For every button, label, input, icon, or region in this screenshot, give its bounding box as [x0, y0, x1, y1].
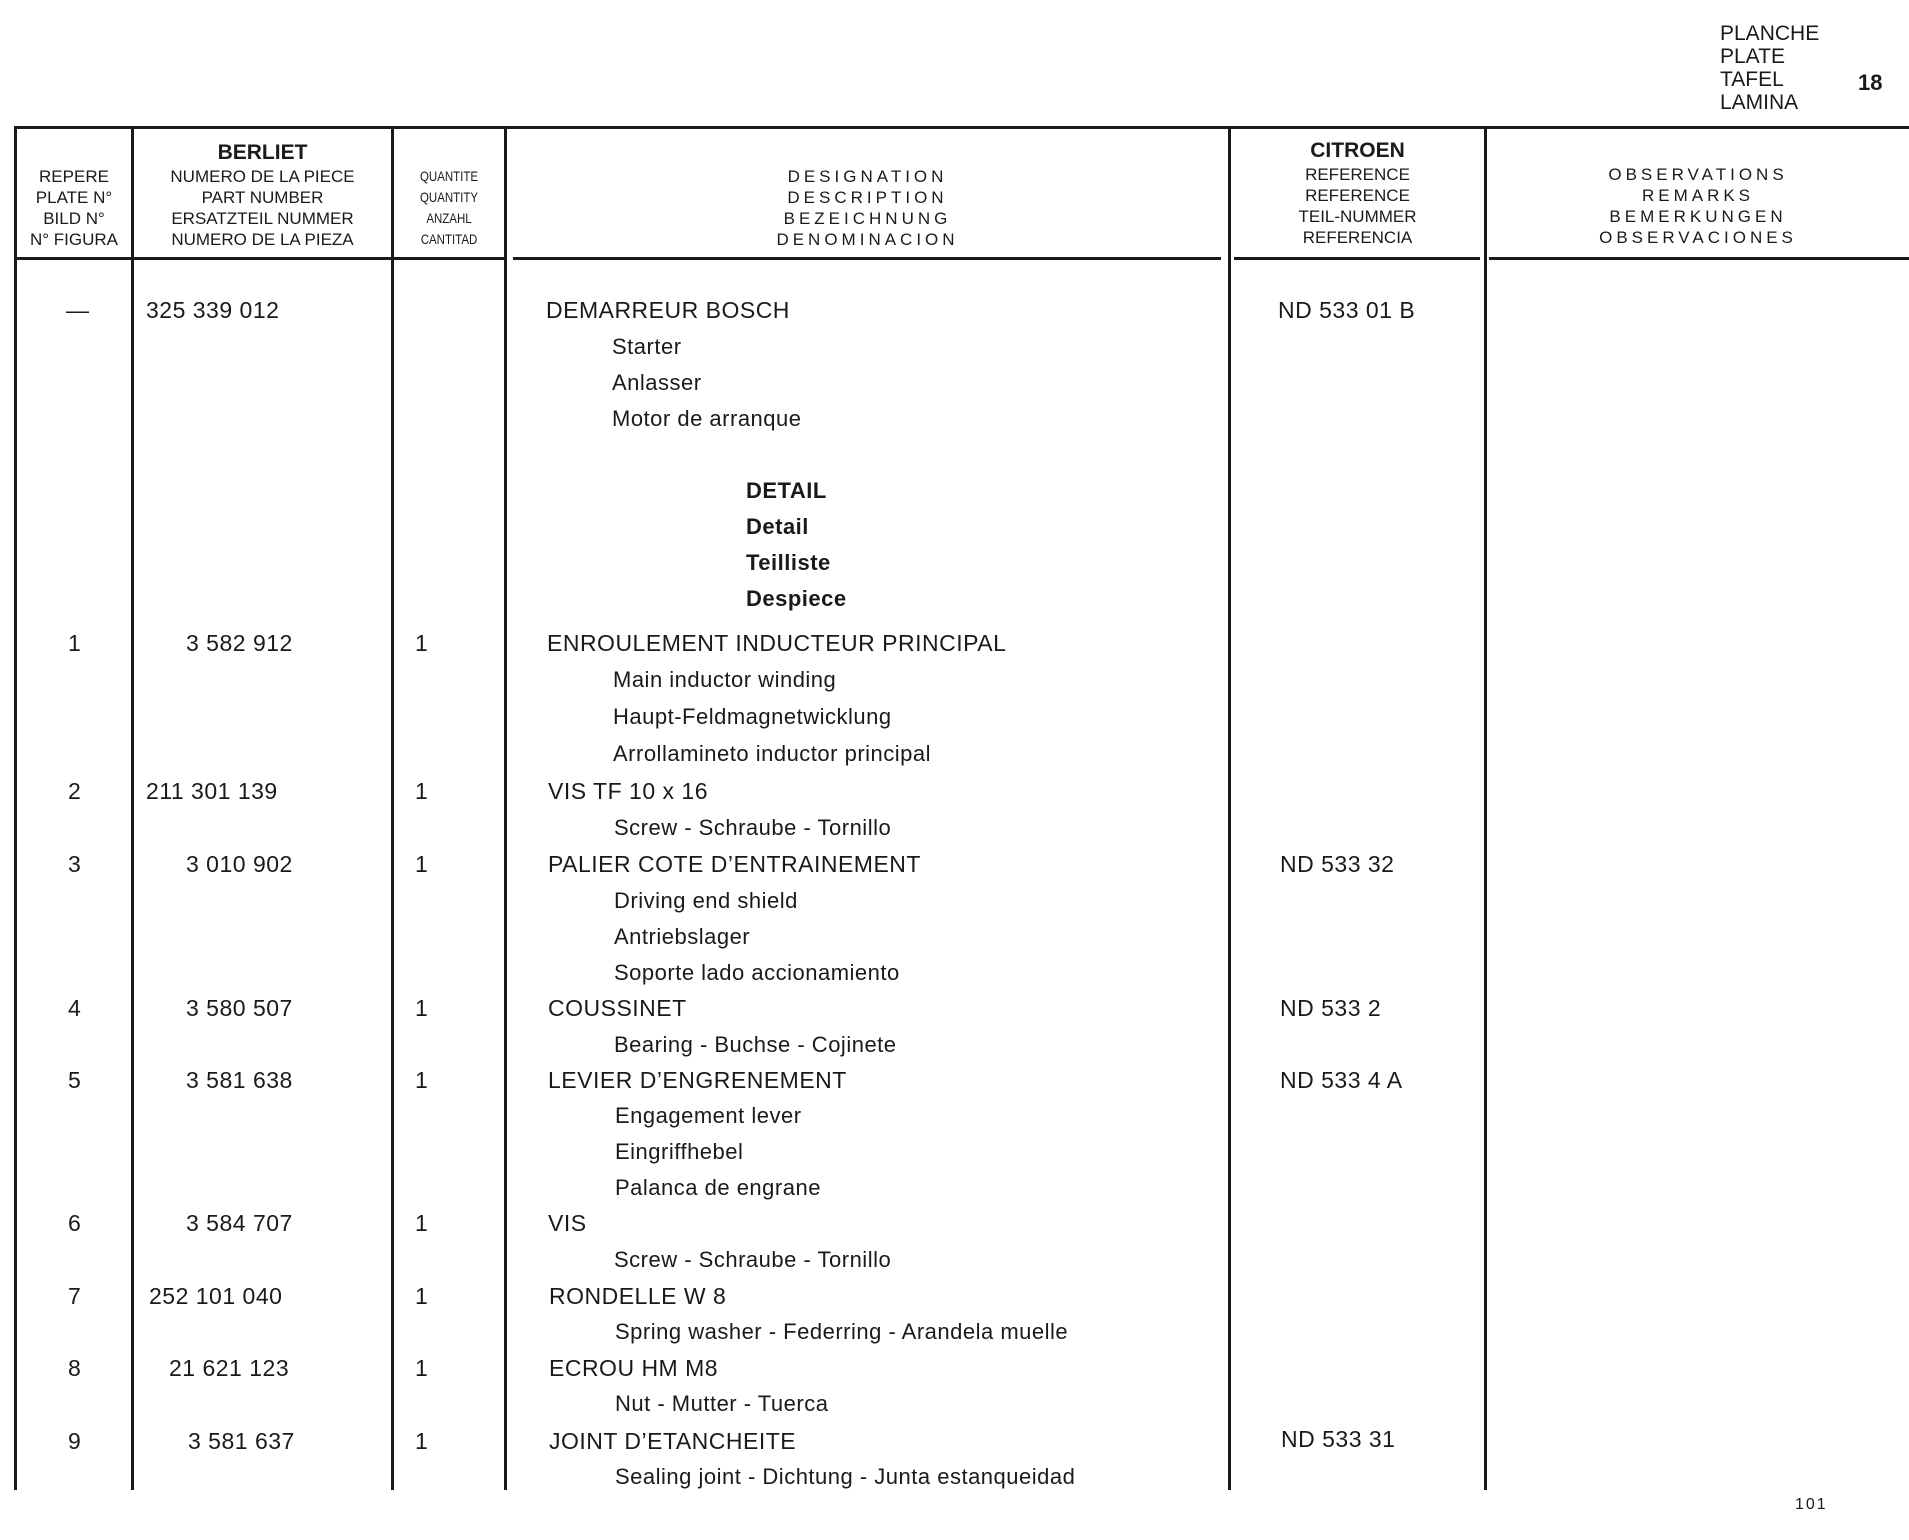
row-translation: Sealing joint - Dichtung - Junta estanqueidad [615, 1464, 1076, 1489]
header-berliet [134, 140, 391, 250]
row-repere: 2 [68, 778, 82, 804]
header-quantity-es: CANTITAD [420, 231, 478, 247]
row-translation: Antriebslager [614, 924, 751, 949]
row-designation: JOINT D’ETANCHEITE [549, 1428, 797, 1454]
header-designation-de: BEZEICHNUNG [783, 209, 952, 228]
row-citroen-ref: ND 533 01 B [1278, 297, 1416, 323]
header-berliet-es: NUMERO DE LA PIEZA [171, 230, 354, 249]
header-observations-en: REMARKS [1641, 186, 1755, 205]
table-top-rule [14, 126, 1909, 129]
berliet-brand: BERLIET [217, 141, 308, 164]
header-underline-citroen [1234, 257, 1480, 260]
row-part-number: 21 621 123 [169, 1355, 290, 1381]
header-citroen-es: REFERENCIA [1302, 228, 1413, 247]
plate-label-en: PLATE [1720, 45, 1785, 68]
row-part-number: 3 582 912 [186, 630, 293, 656]
row-designation: VIS TF 10 x 16 [548, 778, 708, 804]
row-citroen-ref: ND 533 4 A [1280, 1067, 1403, 1093]
plate-label-de: TAFEL [1720, 68, 1784, 91]
row-repere: 6 [68, 1210, 82, 1236]
header-quantity-en: QUANTITY [419, 189, 479, 205]
header-designation-fr: DESIGNATION [787, 167, 948, 186]
row-part-number: 211 301 139 [146, 778, 278, 804]
row-repere: — [66, 297, 90, 323]
row-translation: Motor de arranque [612, 406, 802, 431]
row-citroen-ref: ND 533 32 [1280, 851, 1395, 877]
row-repere: 9 [68, 1428, 82, 1454]
detail-heading-es: Despiece [746, 586, 847, 611]
column-divider-berliet [391, 128, 394, 1490]
plate-label-fr: PLANCHE [1720, 22, 1820, 45]
column-divider-citroen [1484, 128, 1487, 1490]
row-translation: Nut - Mutter - Tuerca [615, 1391, 829, 1416]
header-designation [507, 166, 1228, 250]
row-quantity: 1 [415, 1355, 429, 1381]
row-quantity: 1 [415, 778, 429, 804]
row-designation: RONDELLE W 8 [549, 1283, 727, 1309]
row-quantity: 1 [415, 1067, 429, 1093]
row-citroen-ref: ND 533 31 [1281, 1426, 1396, 1452]
header-repere-fr: REPERE [39, 167, 109, 186]
row-citroen-ref: ND 533 2 [1280, 995, 1382, 1021]
header-observations-fr: OBSERVATIONS [1608, 165, 1788, 184]
header-repere-de: BILD N° [43, 209, 105, 228]
row-part-number: 3 580 507 [186, 995, 293, 1021]
row-repere: 5 [68, 1067, 82, 1093]
row-repere: 8 [68, 1355, 82, 1381]
row-translation: Spring washer - Federring - Arandela muelle [615, 1319, 1069, 1344]
row-designation: ECROU HM M8 [549, 1355, 719, 1381]
plate-number: 18 [1858, 70, 1883, 95]
header-underline-repere [14, 257, 134, 260]
detail-heading-fr: DETAIL [746, 478, 827, 503]
row-part-number: 3 581 637 [188, 1428, 295, 1454]
column-divider-designation [1228, 128, 1231, 1490]
row-translation: Arrollamineto inductor principal [613, 741, 932, 766]
header-observations [1487, 164, 1909, 248]
header-designation-es: DENOMINACION [776, 230, 959, 249]
header-quantity [394, 166, 504, 250]
header-citroen [1231, 138, 1484, 248]
row-part-number: 325 339 012 [146, 297, 280, 323]
row-designation: DEMARREUR BOSCH [546, 297, 790, 323]
header-designation-en: DESCRIPTION [787, 188, 948, 207]
row-translation: Haupt-Feldmagnetwicklung [613, 704, 892, 729]
plate-label-es: LAMINA [1720, 91, 1799, 114]
row-quantity: 1 [415, 1210, 429, 1236]
row-translation: Main inductor winding [613, 667, 837, 692]
row-translation: Driving end shield [614, 888, 798, 913]
header-observations-es: OBSERVACIONES [1599, 228, 1797, 247]
column-divider-left-edge [14, 128, 17, 1490]
header-quantity-fr: QUANTITE [419, 168, 479, 184]
row-part-number: 3 584 707 [186, 1210, 293, 1236]
detail-heading-en: Detail [746, 514, 809, 539]
row-designation: LEVIER D’ENGRENEMENT [548, 1067, 847, 1093]
row-designation: ENROULEMENT INDUCTEUR PRINCIPAL [547, 630, 1007, 656]
row-quantity: 1 [415, 630, 429, 656]
row-part-number: 3 010 902 [186, 851, 293, 877]
header-repere-en: PLATE N° [35, 188, 113, 207]
row-translation: Soporte lado accionamiento [614, 960, 900, 985]
header-berliet-en: PART NUMBER [201, 188, 324, 207]
row-repere: 1 [68, 630, 82, 656]
row-translation: Screw - Schraube - Tornillo [614, 1247, 892, 1272]
row-translation: Anlasser [612, 370, 702, 395]
row-part-number: 3 581 638 [186, 1067, 293, 1093]
row-repere: 4 [68, 995, 82, 1021]
header-berliet-de: ERSATZTEIL NUMMER [171, 209, 354, 228]
header-citroen-en: REFERENCE [1305, 186, 1410, 205]
row-translation: Eingriffhebel [615, 1139, 744, 1164]
header-citroen-fr: REFERENCE [1305, 165, 1410, 184]
header-berliet-fr: NUMERO DE LA PIECE [170, 167, 355, 186]
detail-heading-de: Teilliste [746, 550, 831, 575]
row-quantity: 1 [415, 1428, 429, 1454]
row-part-number: 252 101 040 [149, 1283, 283, 1309]
header-repere-es: N° FIGURA [29, 230, 119, 249]
header-citroen-de: TEIL-NUMMER [1298, 207, 1417, 226]
row-translation: Engagement lever [615, 1103, 802, 1128]
header-underline-berliet [134, 257, 394, 260]
plate-label-block [1720, 22, 1819, 114]
row-quantity: 1 [415, 851, 429, 877]
header-underline-quantity [394, 257, 507, 260]
header-underline-observations [1489, 257, 1909, 260]
header-quantity-de: ANZAHL [426, 210, 472, 226]
page-number: 101 [1795, 1496, 1828, 1513]
row-translation: Screw - Schraube - Tornillo [614, 815, 892, 840]
header-underline-designation [513, 257, 1221, 260]
header-repere [17, 166, 131, 250]
row-repere: 7 [68, 1283, 82, 1309]
row-translation: Starter [612, 334, 682, 359]
row-quantity: 1 [415, 1283, 429, 1309]
row-translation: Bearing - Buchse - Cojinete [614, 1032, 897, 1057]
row-designation: PALIER COTE D’ENTRAINEMENT [548, 851, 921, 877]
header-observations-de: BEMERKUNGEN [1609, 207, 1787, 226]
row-repere: 3 [68, 851, 82, 877]
column-divider-quantity [504, 128, 507, 1490]
row-designation: COUSSINET [548, 995, 687, 1021]
row-designation: VIS [548, 1210, 587, 1236]
row-translation: Palanca de engrane [615, 1175, 821, 1200]
citroen-brand: CITROEN [1310, 139, 1405, 162]
column-divider-repere [131, 128, 134, 1490]
row-quantity: 1 [415, 995, 429, 1021]
